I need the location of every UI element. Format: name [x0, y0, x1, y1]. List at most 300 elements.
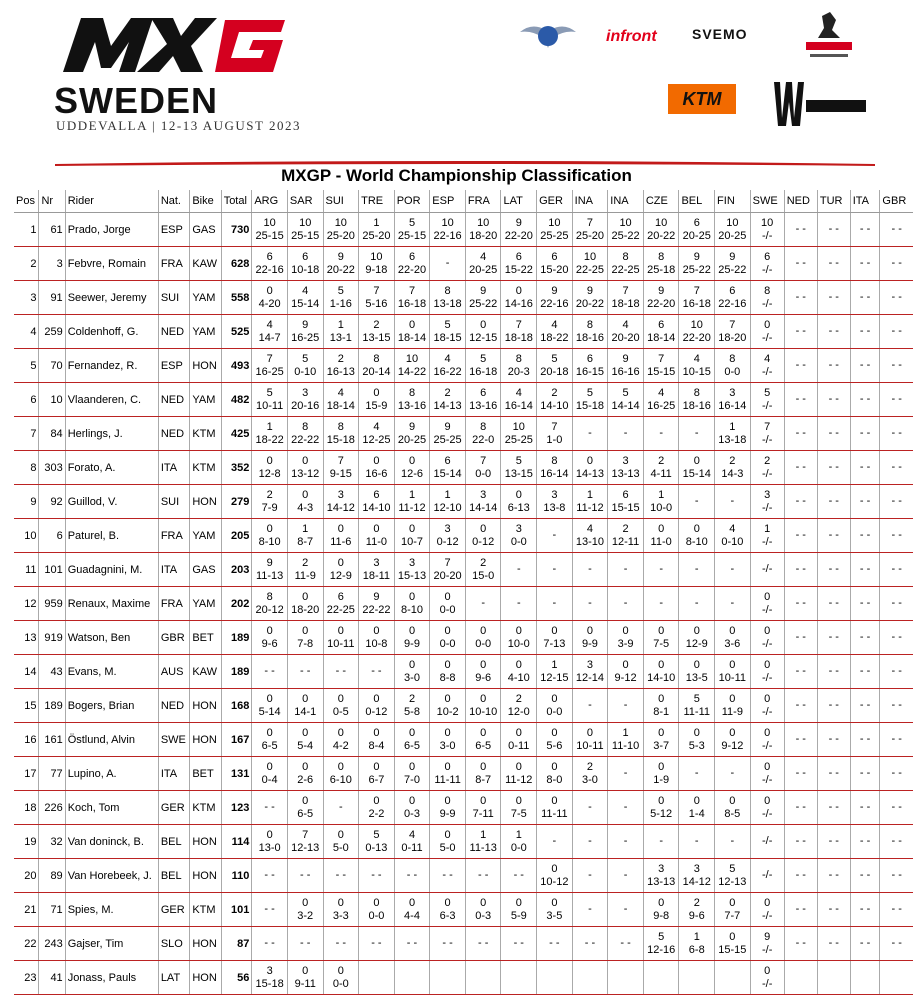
- rider-position: 10: [14, 519, 39, 553]
- gp-result-cell: [359, 757, 395, 791]
- gp-points: 3: [266, 964, 273, 977]
- gp-race-points: -/-: [761, 399, 773, 412]
- gp-points: 0: [337, 624, 344, 637]
- gp-race-points: 16-18: [397, 297, 427, 310]
- rider-name: Van doninck, B.: [65, 825, 158, 859]
- gp-points: 7: [586, 216, 594, 229]
- gp-result-cell: [643, 961, 679, 995]
- gp-points: - -: [828, 937, 839, 949]
- gp-race-points: -/-: [761, 501, 773, 514]
- gp-result-cell: [572, 723, 608, 757]
- gp-result-cell: [359, 859, 395, 893]
- gp-race-points: 25-20: [362, 229, 391, 242]
- gp-points: 7: [444, 556, 451, 569]
- gp-result-cell: [430, 281, 466, 315]
- gp-race-points: 16-18: [469, 365, 498, 378]
- gp-points: 0: [373, 624, 380, 637]
- gp-points: 5: [622, 386, 629, 399]
- gp-result-cell: [817, 587, 850, 621]
- gp-result-cell: [465, 927, 501, 961]
- gp-result-cell: [394, 757, 430, 791]
- rider-nationality: FRA: [158, 519, 190, 553]
- gp-race-points: -/-: [761, 909, 773, 922]
- gp-points: 10: [548, 216, 561, 229]
- col-gp: SAR: [287, 190, 323, 213]
- rider-position: 13: [14, 621, 39, 655]
- rider-total: 730: [221, 213, 252, 247]
- gp-points: 1: [764, 522, 771, 535]
- gp-points: 5: [302, 352, 309, 365]
- gp-race-points: 12-8: [258, 467, 281, 480]
- gp-points: 2: [480, 556, 487, 569]
- gp-points: - -: [859, 801, 871, 813]
- rider-name: Seewer, Jeremy: [65, 281, 158, 315]
- gp-result-cell: [359, 825, 395, 859]
- gp-race-points: 22-22: [291, 433, 320, 446]
- gp-result-cell: [465, 689, 501, 723]
- rider-nationality: ITA: [158, 757, 190, 791]
- col-gp: LAT: [501, 190, 537, 213]
- gp-points: -: [730, 563, 735, 575]
- gp-points: 1: [622, 726, 629, 739]
- gp-result-cell: [850, 689, 880, 723]
- gp-result-cell: [430, 689, 466, 723]
- gp-points: 4: [693, 352, 700, 365]
- gp-race-points: 8-0: [546, 773, 563, 786]
- gp-result-cell: [715, 383, 751, 417]
- gp-race-points: 12-15: [540, 671, 569, 684]
- gp-race-points: 8-7: [297, 535, 314, 548]
- gp-points: 7: [551, 420, 558, 433]
- gp-result-cell: [715, 451, 751, 485]
- gp-points: 4: [586, 522, 594, 535]
- gp-points: 0: [408, 454, 416, 467]
- gp-result-cell: [608, 213, 644, 247]
- gp-race-points: 14-12: [326, 501, 355, 514]
- gp-race-points: 25-25: [504, 433, 533, 446]
- gp-result-cell: [679, 485, 715, 519]
- gp-points: 2: [729, 454, 736, 467]
- gp-result-cell: [394, 859, 430, 893]
- gp-points: -: [659, 563, 663, 575]
- gp-points: 0: [266, 692, 273, 705]
- rider-nationality: SUI: [158, 281, 190, 315]
- gp-points: 0: [337, 522, 344, 535]
- gp-race-points: -/-: [761, 467, 773, 480]
- gp-result-cell: [750, 587, 784, 621]
- gp-race-points: 0-0: [475, 637, 492, 650]
- gp-result-cell: [430, 893, 466, 927]
- gp-result-cell: [394, 961, 430, 995]
- rider-bike: YAM: [190, 315, 221, 349]
- col-gp: ESP: [430, 190, 466, 213]
- gp-points: 9: [373, 590, 380, 603]
- gp-result-cell: [501, 451, 537, 485]
- gp-points: 7: [764, 420, 771, 433]
- gp-result-cell: [287, 349, 323, 383]
- gp-points: 0: [729, 624, 736, 637]
- gp-points: - -: [828, 699, 839, 711]
- gp-race-points: 6-10: [329, 773, 352, 786]
- gp-points: 1: [444, 488, 451, 501]
- gp-points: 0: [764, 896, 771, 909]
- gp-result-cell: [287, 383, 323, 417]
- rider-number: 226: [39, 791, 65, 825]
- gp-race-points: 18-11: [362, 569, 391, 582]
- rider-nationality: SUI: [158, 485, 190, 519]
- gp-points: 3: [551, 488, 558, 501]
- gp-points: 10: [619, 216, 632, 229]
- table-row: [14, 383, 913, 417]
- gp-race-points: 7-7: [724, 909, 741, 922]
- rider-total: 205: [221, 519, 252, 553]
- gp-points: -: [623, 563, 628, 575]
- col-gp: TUR: [817, 190, 850, 213]
- gp-points: - -: [859, 699, 871, 711]
- gp-result-cell: [252, 655, 288, 689]
- gp-points: 0: [586, 726, 594, 739]
- gp-points: - -: [891, 325, 902, 337]
- gp-race-points: 0-0: [475, 467, 492, 480]
- gp-points: 0: [480, 726, 487, 739]
- rider-total: 482: [221, 383, 252, 417]
- gp-result-cell: [323, 893, 359, 927]
- rider-number: 101: [39, 553, 65, 587]
- gp-race-points: 10-12: [540, 875, 569, 888]
- gp-points: 2: [373, 318, 380, 331]
- rider-name: Watson, Ben: [65, 621, 158, 655]
- gp-result-cell: [880, 451, 913, 485]
- gp-result-cell: [608, 791, 644, 825]
- table-row: [14, 961, 913, 995]
- gp-result-cell: [880, 587, 913, 621]
- gp-result-cell: [817, 485, 850, 519]
- gp-result-cell: [880, 961, 913, 995]
- gp-points: 0: [729, 692, 736, 705]
- gp-result-cell: [394, 383, 430, 417]
- gp-points: 5: [764, 386, 771, 399]
- gp-points: 0: [551, 862, 558, 875]
- gp-race-points: 18-16: [575, 331, 605, 344]
- gp-race-points: 22-25: [326, 603, 355, 616]
- gp-points: - -: [828, 223, 839, 235]
- rider-number: 189: [39, 689, 65, 723]
- gp-race-points: 4-11: [650, 467, 672, 480]
- gp-race-points: 14-14: [611, 399, 640, 412]
- gp-result-cell: [715, 757, 751, 791]
- gp-race-points: 8-7: [475, 773, 492, 786]
- gp-race-points: 7-11: [472, 807, 494, 820]
- gp-points: 0: [408, 658, 416, 671]
- gp-result-cell: [394, 791, 430, 825]
- gp-race-points: 16-25: [291, 331, 320, 344]
- rider-total: 56: [221, 961, 252, 995]
- gp-points: -/-: [761, 563, 773, 575]
- gp-result-cell: [323, 859, 359, 893]
- gp-result-cell: [572, 315, 608, 349]
- gp-points: 4: [444, 352, 451, 365]
- gp-race-points: 20-22: [575, 297, 605, 310]
- rider-nationality: NED: [158, 417, 190, 451]
- gp-points: 0: [266, 726, 273, 739]
- col-nat: Nat.: [158, 190, 190, 213]
- gp-race-points: 18-20: [469, 229, 498, 242]
- gp-result-cell: [465, 825, 501, 859]
- gp-result-cell: [252, 893, 288, 927]
- gp-race-points: 22-25: [611, 263, 640, 276]
- gp-race-points: 5-4: [297, 739, 314, 752]
- rider-name: Forato, A.: [65, 451, 158, 485]
- gp-result-cell: [430, 519, 466, 553]
- gp-result-cell: [750, 417, 784, 451]
- gp-points: - -: [891, 937, 902, 949]
- gp-points: 0: [515, 284, 522, 297]
- gp-points: 6: [551, 250, 558, 263]
- gp-points: -/-: [761, 869, 773, 881]
- gp-result-cell: [880, 349, 913, 383]
- gp-race-points: 5-0: [332, 841, 349, 854]
- gp-points: - -: [828, 529, 839, 541]
- gp-result-cell: [537, 655, 573, 689]
- gp-result-cell: [501, 485, 537, 519]
- table-row: [14, 893, 913, 927]
- gp-points: 0: [302, 760, 309, 773]
- event-subtitle: UDDEVALLA | 12-13 AUGUST 2023: [56, 118, 301, 133]
- rider-name: Evans, M.: [65, 655, 158, 689]
- gp-points: 0: [729, 896, 736, 909]
- gp-race-points: 1-16: [329, 297, 352, 310]
- rider-total: 110: [221, 859, 252, 893]
- gp-points: -: [659, 597, 663, 609]
- rider-number: 303: [39, 451, 65, 485]
- gp-points: 1: [551, 658, 558, 671]
- gp-race-points: 11-12: [576, 501, 604, 514]
- gp-result-cell: [465, 213, 501, 247]
- gp-result-cell: [465, 655, 501, 689]
- gp-points: - -: [584, 937, 596, 949]
- gp-points: 6: [266, 250, 273, 263]
- gp-race-points: 18-14: [647, 331, 676, 344]
- gp-race-points: 1-0: [546, 433, 563, 446]
- gp-points: - -: [891, 257, 902, 269]
- gp-race-points: 20-22: [326, 263, 355, 276]
- gp-points: - -: [859, 835, 871, 847]
- gp-race-points: -/-: [761, 535, 773, 548]
- gp-race-points: 15-13: [397, 569, 427, 582]
- gp-result-cell: [501, 417, 537, 451]
- gp-race-points: 6-3: [439, 909, 456, 922]
- gp-result-cell: [359, 927, 395, 961]
- gp-points: -: [659, 427, 663, 439]
- gp-result-cell: [323, 825, 359, 859]
- gp-result-cell: [537, 349, 573, 383]
- gp-race-points: 15-14: [291, 297, 320, 310]
- gp-race-points: 7-9: [261, 501, 278, 514]
- gp-points: - -: [795, 495, 806, 507]
- gp-points: 5: [515, 454, 522, 467]
- gp-race-points: 25-25: [540, 229, 569, 242]
- gp-race-points: 8-5: [724, 807, 741, 820]
- rider-position: 23: [14, 961, 39, 995]
- gp-points: - -: [891, 631, 902, 643]
- gp-race-points: 14-12: [682, 875, 711, 888]
- gp-points: - -: [891, 665, 902, 677]
- gp-result-cell: [750, 961, 784, 995]
- gp-result-cell: [252, 213, 288, 247]
- gp-result-cell: [430, 621, 466, 655]
- rider-bike: BET: [190, 621, 221, 655]
- standings-table: [14, 190, 913, 995]
- gp-points: - -: [828, 427, 839, 439]
- gp-result-cell: [323, 723, 359, 757]
- gp-race-points: 5-0: [439, 841, 456, 854]
- gp-result-cell: [715, 791, 751, 825]
- gp-points: - -: [442, 869, 453, 881]
- gp-result-cell: [537, 791, 573, 825]
- gp-race-points: 13-18: [433, 297, 462, 310]
- gp-race-points: -/-: [761, 331, 773, 344]
- rider-number: 243: [39, 927, 65, 961]
- gp-result-cell: [287, 247, 323, 281]
- gp-points: 0: [444, 828, 451, 841]
- gp-points: 0: [408, 318, 416, 331]
- rider-name: Prado, Jorge: [65, 213, 158, 247]
- gp-points: - -: [859, 325, 871, 337]
- gp-result-cell: [850, 655, 880, 689]
- gp-result-cell: [608, 247, 644, 281]
- gp-points: -: [694, 767, 699, 779]
- gp-result-cell: [643, 587, 679, 621]
- gp-result-cell: [715, 519, 751, 553]
- gp-race-points: 22-20: [504, 229, 533, 242]
- gp-result-cell: [359, 247, 395, 281]
- gp-points: - -: [795, 869, 806, 881]
- gp-points: 10: [690, 318, 703, 331]
- rider-nationality: AUS: [158, 655, 190, 689]
- gp-race-points: 5-16: [365, 297, 388, 310]
- gp-result-cell: [850, 893, 880, 927]
- gp-result-cell: [287, 791, 323, 825]
- gp-race-points: 18-14: [326, 399, 355, 412]
- gp-result-cell: [750, 213, 784, 247]
- gp-result-cell: [750, 757, 784, 791]
- rider-number: 41: [39, 961, 65, 995]
- gp-points: -: [694, 835, 699, 847]
- gp-result-cell: [394, 825, 430, 859]
- gp-points: 2: [266, 488, 273, 501]
- gp-result-cell: [715, 417, 751, 451]
- gp-result-cell: [359, 315, 395, 349]
- rider-nationality: SWE: [158, 723, 190, 757]
- gp-result-cell: [817, 859, 850, 893]
- gp-result-cell: [465, 961, 501, 995]
- gp-result-cell: [501, 655, 537, 689]
- gp-result-cell: [880, 859, 913, 893]
- gp-result-cell: [537, 723, 573, 757]
- gp-race-points: 9-9: [582, 637, 598, 650]
- gp-result-cell: [679, 417, 715, 451]
- gp-points: 0: [266, 284, 273, 297]
- gp-result-cell: [850, 927, 880, 961]
- gp-points: 2: [408, 692, 416, 705]
- gp-points: 7: [302, 828, 309, 841]
- gp-race-points: 15-18: [575, 399, 605, 412]
- gp-race-points: 5-3: [688, 739, 705, 752]
- rider-bike: GAS: [190, 553, 221, 587]
- rider-total: 101: [221, 893, 252, 927]
- gp-points: 0: [729, 658, 736, 671]
- gp-points: 0: [373, 692, 380, 705]
- rider-total: 123: [221, 791, 252, 825]
- gp-points: - -: [859, 665, 871, 677]
- gp-result-cell: [817, 621, 850, 655]
- gp-result-cell: [679, 621, 715, 655]
- gp-result-cell: [394, 553, 430, 587]
- gp-race-points: 20-25: [397, 433, 427, 446]
- gp-points: 4: [480, 250, 487, 263]
- gp-race-points: 11-11: [434, 773, 461, 786]
- rider-number: 71: [39, 893, 65, 927]
- gp-race-points: 25-25: [433, 433, 462, 446]
- rider-bike: YAM: [190, 519, 221, 553]
- gp-result-cell: [850, 757, 880, 791]
- gp-points: -: [588, 801, 592, 813]
- gp-race-points: -/-: [761, 637, 773, 650]
- rider-number: 6: [39, 519, 65, 553]
- gp-points: - -: [859, 393, 871, 405]
- gp-race-points: 10-11: [327, 637, 355, 650]
- gp-result-cell: [252, 825, 288, 859]
- gp-result-cell: [608, 553, 644, 587]
- gp-points: 8: [302, 420, 309, 433]
- rider-number: 77: [39, 757, 65, 791]
- gp-points: 8: [586, 318, 594, 331]
- gp-race-points: 13-18: [718, 433, 747, 446]
- gp-points: - -: [859, 529, 871, 541]
- gp-race-points: 25-22: [611, 229, 640, 242]
- gp-points: 3: [337, 488, 344, 501]
- gp-result-cell: [643, 927, 679, 961]
- gp-points: 3: [515, 522, 522, 535]
- rider-total: 425: [221, 417, 252, 451]
- gp-points: - -: [859, 767, 871, 779]
- gp-race-points: 3-0: [439, 739, 456, 752]
- gp-points: 7: [622, 284, 629, 297]
- gp-result-cell: [850, 621, 880, 655]
- rider-bike: HON: [190, 825, 221, 859]
- rider-number: 919: [39, 621, 65, 655]
- gp-result-cell: [643, 451, 679, 485]
- gp-points: - -: [891, 359, 902, 371]
- gp-result-cell: [608, 383, 644, 417]
- gp-result-cell: [850, 349, 880, 383]
- gp-race-points: 18-22: [255, 433, 284, 446]
- gp-race-points: 4-3: [297, 501, 314, 514]
- gp-result-cell: [817, 553, 850, 587]
- gp-race-points: 22-22: [362, 603, 391, 616]
- gp-result-cell: [608, 281, 644, 315]
- gp-race-points: 22-0: [472, 433, 495, 446]
- table-row: [14, 859, 913, 893]
- gp-result-cell: [430, 451, 466, 485]
- gp-result-cell: [880, 383, 913, 417]
- gp-points: 5: [373, 828, 380, 841]
- gp-points: 0: [480, 522, 487, 535]
- gp-points: 9: [515, 216, 522, 229]
- gp-race-points: 15-0: [472, 569, 495, 582]
- gp-race-points: 6-5: [297, 807, 314, 820]
- gp-result-cell: [817, 927, 850, 961]
